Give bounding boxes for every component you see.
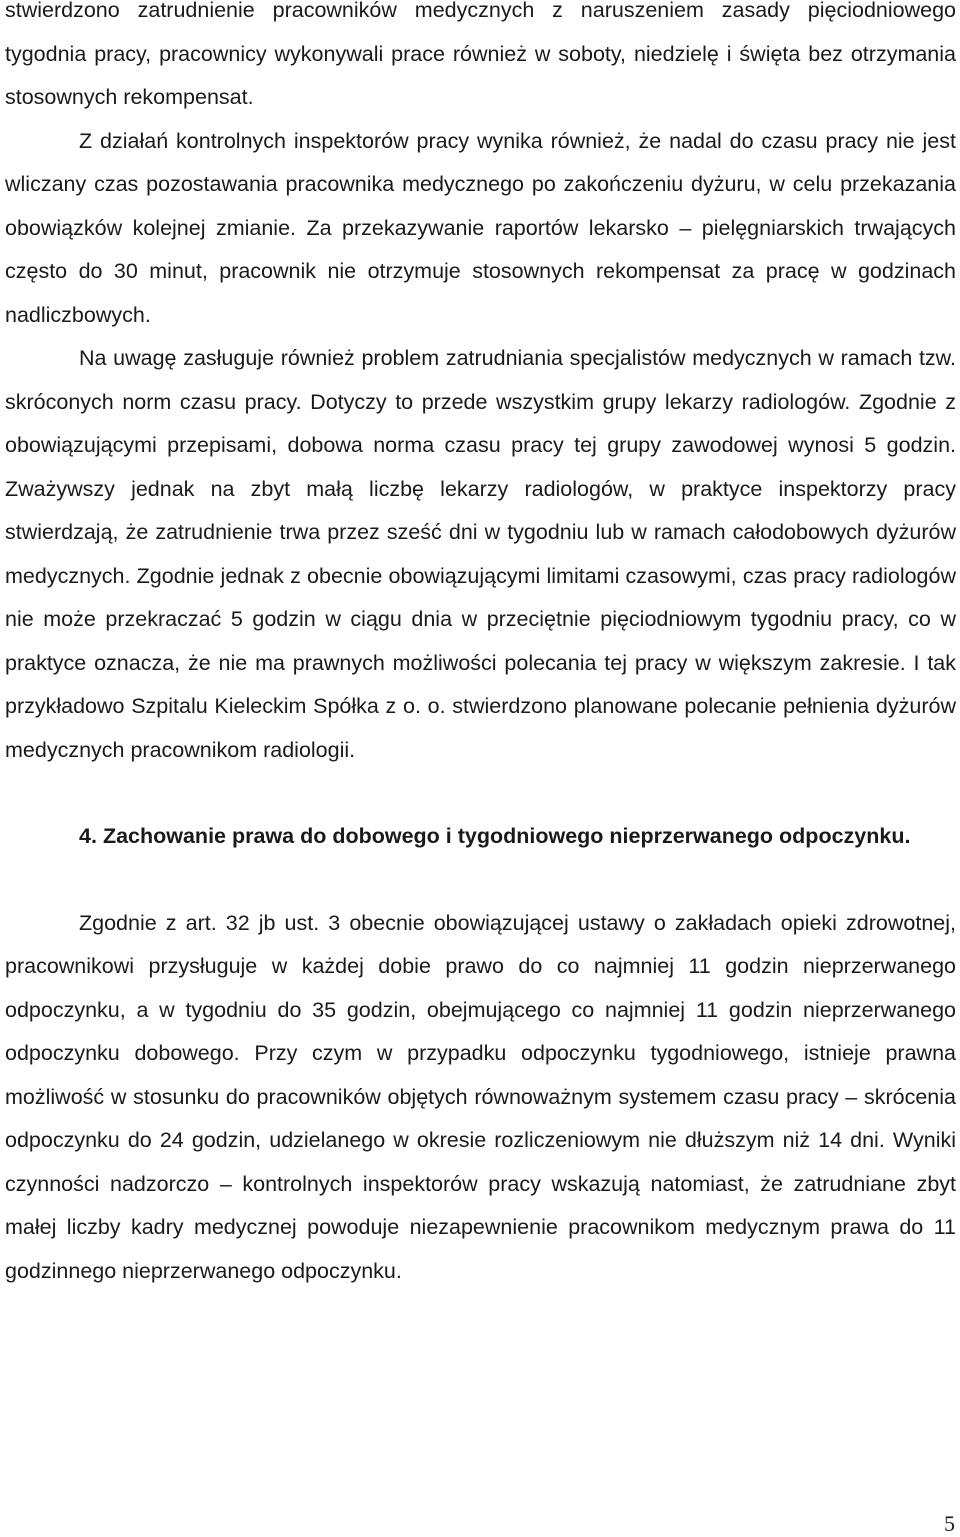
paragraph-inspections: Z działań kontrolnych inspektorów pracy wynika również, że nadal do czasu pracy nie jest wliczany czas pozostawania pracownika medycznego po zakończeniu dyżuru, w celu przekazania obowiązków kolejnej zmianie. Za przekazywanie raportów lekarsko – pielęgniarskich trwających często do 30 minut, pracownik nie otrzymuje stosownych rekompensat za pracę w godzinach nadliczbowych. [5, 128, 956, 327]
paragraph-rest-rights: Zgodnie z art. 32 jb ust. 3 obecnie obowiązującej ustawy o zakładach opieki zdrowotnej, pracownikowi przysługuje w każdej dobie prawo do co najmniej 11 godzin nieprzerwanego odpoczynku, a w tygodniu do 35 godzin, obejmującego co najmniej 11 godzin nieprzerwanego odpoczynku dobowego. Przy czym w przypadku odpoczynku tygodniowego, istnieje prawna możliwość w stosunku do pracowników objętych równoważnym systemem czasu pracy – skrócenia odpoczynku do 24 godzin, udzielanego w okresie rozliczeniowym nie dłuższym niż 14 dni. Wyniki czynności nadzorczo – kontrolnych inspektorów pracy wskazują natomiast, że zatrudniane zbyt małej liczby kadry medycznej powoduje niezapewnienie pracownikom medycznym prawa do 11 godzinnego nieprzerwanego odpoczynku. [5, 910, 956, 1283]
paragraph-radiologists: Na uwagę zasługuje również problem zatrudniania specjalistów medycznych w ramach tzw. skróconych norm czasu pracy. Dotyczy to przede wszystkim grupy lekarzy radiologów. Zgodnie z obowiązującymi przepisami, dobowa norma czasu pracy tej grupy zawodowej wynosi 5 godzin. Zważywszy jednak na zbyt małą liczbę lekarzy radiologów, w praktyce inspektorzy pracy stwierdzają, że zatrudnienie trwa przez sześć dni w tygodniu lub w ramach całodobowych dyżurów medycznych. Zgodnie jednak z obecnie obowiązującymi limitami czasowymi, czas pracy radiologów nie może przekraczać 5 godzin w ciągu dnia w przeciętnie pięciodniowym tygodniu pracy, co w praktyce oznacza, że nie ma prawnych możliwości polecania tej pracy w większym zakresie. I tak przykładowo Szpitalu Kieleckim Spółka z o. o. stwierdzono planowane polecanie pełnienia dyżurów medycznych pracownikom radiologii. [5, 346, 956, 762]
section-heading [5, 815, 956, 859]
paragraph-continuation: stwierdzono zatrudnienie pracowników medycznych z naruszeniem zasady pięciodniowego tygodnia pracy, pracownicy wykonywali prace również w soboty, niedzielę i święta bez otrzymania stosownych rekompensat. [5, 0, 956, 109]
section-number: 4. [79, 824, 97, 848]
page-number: 5 [944, 1511, 955, 1536]
section-title: Zachowanie prawa do dobowego i tygodniowego nieprzerwanego odpoczynku. [102, 824, 911, 848]
document-page [5, 0, 956, 1293]
